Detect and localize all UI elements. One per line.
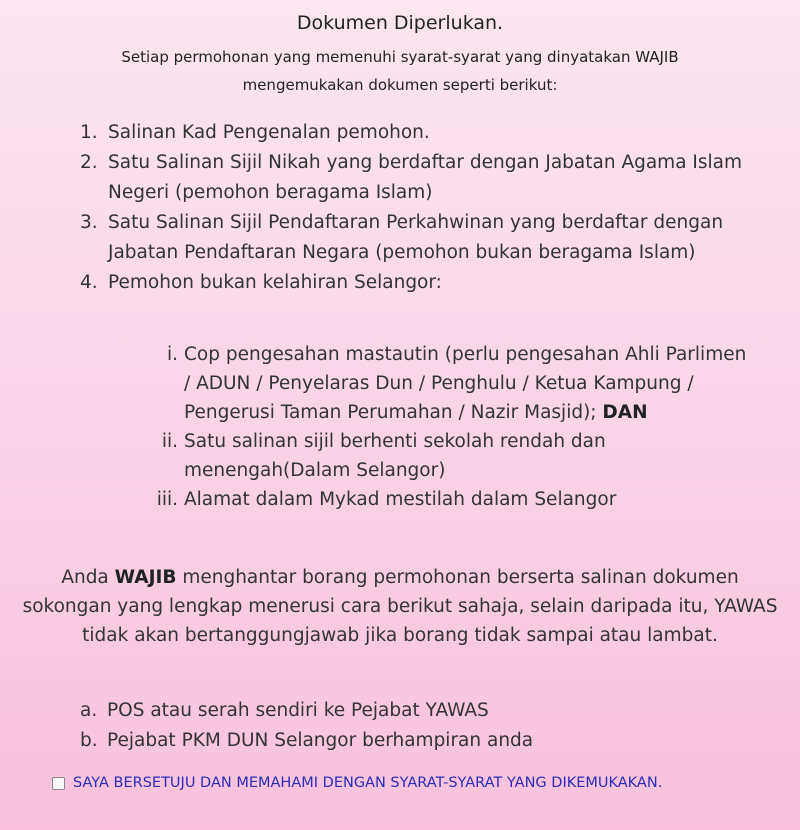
agreement-checkbox[interactable] xyxy=(52,777,65,790)
document-number: 3. xyxy=(80,212,98,233)
document-item xyxy=(80,208,780,268)
sub-document-item xyxy=(150,340,750,427)
document-item xyxy=(80,148,780,208)
non-selangor-documents-list xyxy=(150,340,750,514)
intro-text xyxy=(0,43,800,99)
document-item xyxy=(80,118,780,148)
notice-text: menghantar borang permohonan berserta salinan dokumen sokongan yang lengkap menerusi cara berikut sahaja, selain daripada itu, YAWAS tidak akan bertanggungjawab jika borang tidak sampai atau lambat. xyxy=(22,567,778,646)
document-text: Pemohon bukan kelahiran Selangor: xyxy=(108,272,442,293)
method-item xyxy=(80,726,680,756)
submission-methods-list xyxy=(80,696,680,756)
document-text: Satu Salinan Sijil Pendaftaran Perkahwinan yang berdaftar dengan Jabatan Pendaftaran Negara (pemohon bukan beragama Islam) xyxy=(108,212,724,263)
dan-emphasis: DAN xyxy=(602,402,648,423)
required-documents-list xyxy=(80,118,780,298)
sub-document-item xyxy=(150,485,750,514)
method-letter: b. xyxy=(80,730,98,751)
sub-document-text: Cop pengesahan mastautin (perlu pengesahan Ahli Parlimen / ADUN / Penyelaras Dun / Penghulu / Ketua Kampung / Pengerusi Taman Perumahan / Nazir Masjid); xyxy=(184,344,747,423)
sub-document-item xyxy=(150,427,750,485)
document-item xyxy=(80,268,780,298)
document-text: Satu Salinan Sijil Nikah yang berdaftar dengan Jabatan Agama Islam Negeri (pemohon beragama Islam) xyxy=(108,152,743,203)
document-number: 1. xyxy=(80,122,98,143)
sub-document-number: ii. xyxy=(161,431,178,452)
document-number: 2. xyxy=(80,152,98,173)
sub-document-text: Satu salinan sijil berhenti sekolah rendah dan menengah(Dalam Selangor) xyxy=(184,431,606,481)
document-text: Salinan Kad Pengenalan pemohon. xyxy=(108,122,430,143)
method-letter: a. xyxy=(80,700,98,721)
submission-notice xyxy=(20,563,780,650)
wajib-emphasis: WAJIB xyxy=(114,567,177,588)
page-title: Dokumen Diperlukan. xyxy=(296,12,504,34)
notice-prefix: Anda xyxy=(61,567,109,588)
method-item xyxy=(80,696,680,726)
method-text: POS atau serah sendiri ke Pejabat YAWAS xyxy=(107,700,489,721)
sub-document-text: Alamat dalam Mykad mestilah dalam Selangor xyxy=(184,489,617,510)
sub-document-number: i. xyxy=(166,344,178,365)
sub-document-number: iii. xyxy=(156,489,178,510)
method-text: Pejabat PKM DUN Selangor berhampiran anda xyxy=(107,730,534,751)
intro-line-1: Setiap permohonan yang memenuhi syarat-syarat yang dinyatakan WAJIB xyxy=(121,48,679,66)
agreement-label[interactable]: SAYA BERSETUJU DAN MEMAHAMI DENGAN SYARAT-SYARAT YANG DIKEMUKAKAN. xyxy=(73,775,663,791)
intro-line-2: mengemukakan dokumen seperti berikut: xyxy=(242,76,558,94)
agreement-row[interactable] xyxy=(52,775,662,791)
document-number: 4. xyxy=(80,272,98,293)
